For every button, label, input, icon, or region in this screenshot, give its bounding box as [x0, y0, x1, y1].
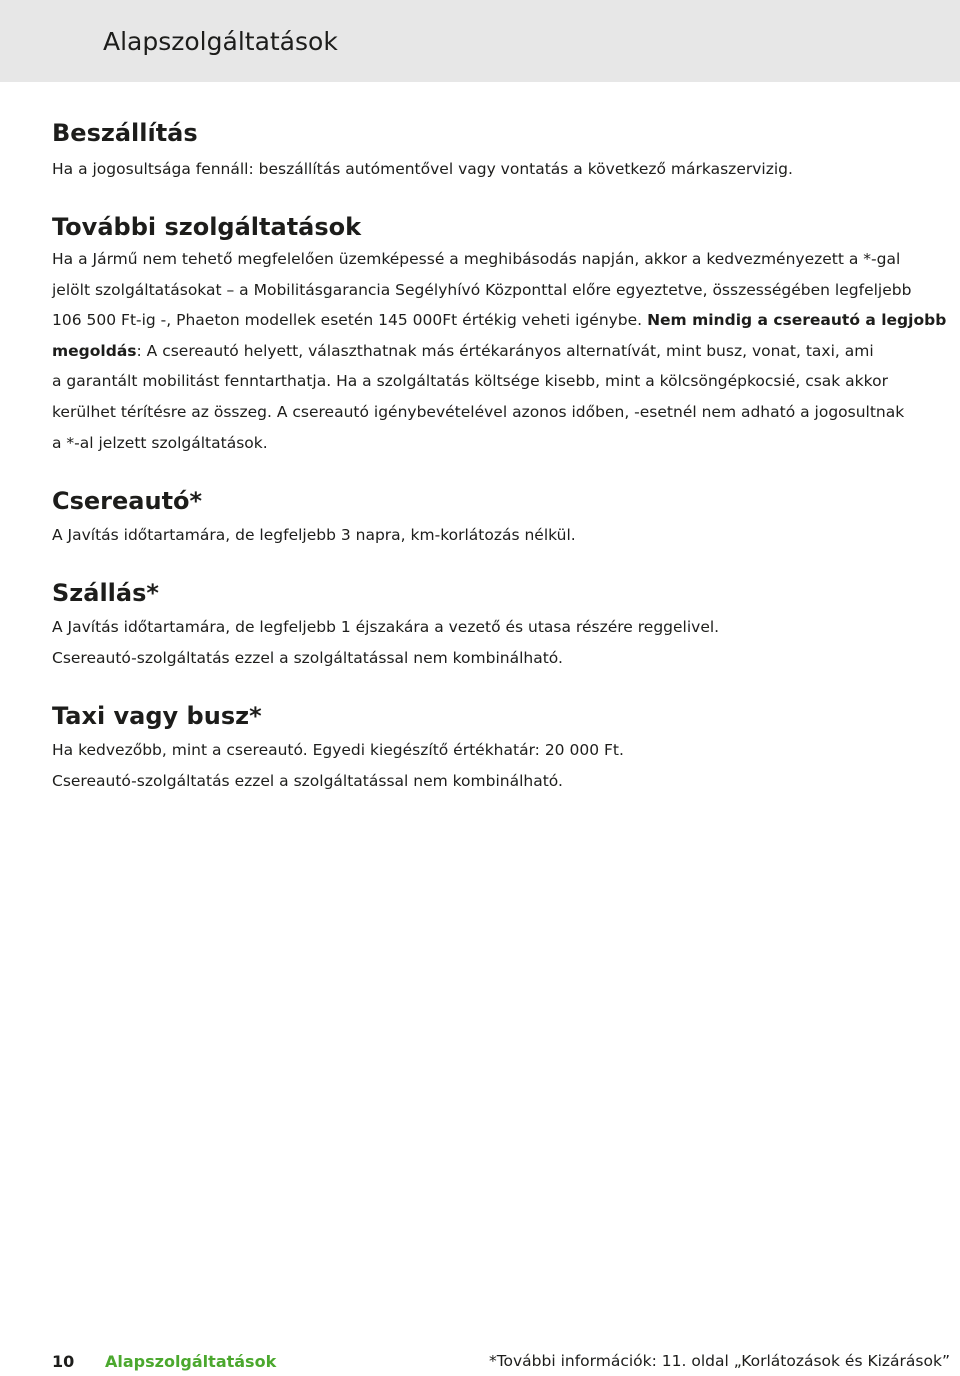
- section-taxi-vagy-busz: [52, 701, 952, 796]
- footer-section-name: Alapszolgáltatások: [105, 1352, 277, 1371]
- section-szallas: [52, 578, 952, 673]
- section-text: Ha kedvezőbb, mint a csereautó. Egyedi kiegészítő értékhatár: 20 000 Ft. Csereautó-szolgáltatás ezzel a szolgáltatással nem kombinálható.: [52, 741, 624, 790]
- emphasis: Nem mindig a csereautó a legjobb: [647, 311, 947, 330]
- section-title: Szállás*: [52, 579, 159, 607]
- section-csereauto: [52, 486, 952, 551]
- page-footer: [0, 1350, 960, 1376]
- section-title: Csereautó*: [52, 487, 203, 515]
- page-header: [0, 0, 960, 82]
- section-title: Taxi vagy busz*: [52, 702, 262, 730]
- section-text: Ha a jogosultsága fennáll: beszállítás autómentővel vagy vontatás a következő márkaszervizig.: [52, 160, 793, 178]
- section-tovabbi-szolgaltatasok: [52, 212, 952, 458]
- footer-note: *További információk: 11. oldal „Korlátozások és Kizárások”: [488, 1352, 950, 1370]
- page-number: 10: [52, 1352, 75, 1371]
- section-title: További szolgáltatások: [52, 213, 362, 241]
- section-text: Ha a Jármű nem tehető megfelelően üzemképessé a meghibásodás napján, akkor a kedvezményezett a *-gal jelölt szolgáltatásokat – a Mobilitásgarancia Segélyhívó Központtal előre egyeztetve, összességében legfeljebb 106 500 Ft-ig -, Phaeton modellek esetén 145 000Ft értékig veheti igénybe. Nem mindig a csereautó a legjobb megoldás: A csereautó helyett, választhatnak más értékarányos alternatívát, mint busz, vonat, taxi, ami a garantált mobilitást fenntarthatja. Ha a szolgáltatás költsége kisebb, mint a kölcsöngépkocsié, csak akkor kerülhet térítésre az összeg. A csereautó igénybevételével azonos időben, -esetnél nem adható a jogosultnak a *-al jelzett szolgáltatások.: [52, 250, 947, 452]
- section-beszallitas: [52, 118, 952, 185]
- page-title: Alapszolgáltatások: [103, 27, 338, 56]
- emphasis: megoldás: [52, 341, 137, 360]
- section-text: A Javítás időtartamára, de legfeljebb 3 napra, km-korlátozás nélkül.: [52, 526, 576, 544]
- section-title: Beszállítás: [52, 119, 198, 147]
- section-text: A Javítás időtartamára, de legfeljebb 1 éjszakára a vezető és utasa részére reggelivel. Csereautó-szolgáltatás ezzel a szolgáltatással nem kombinálható.: [52, 618, 720, 667]
